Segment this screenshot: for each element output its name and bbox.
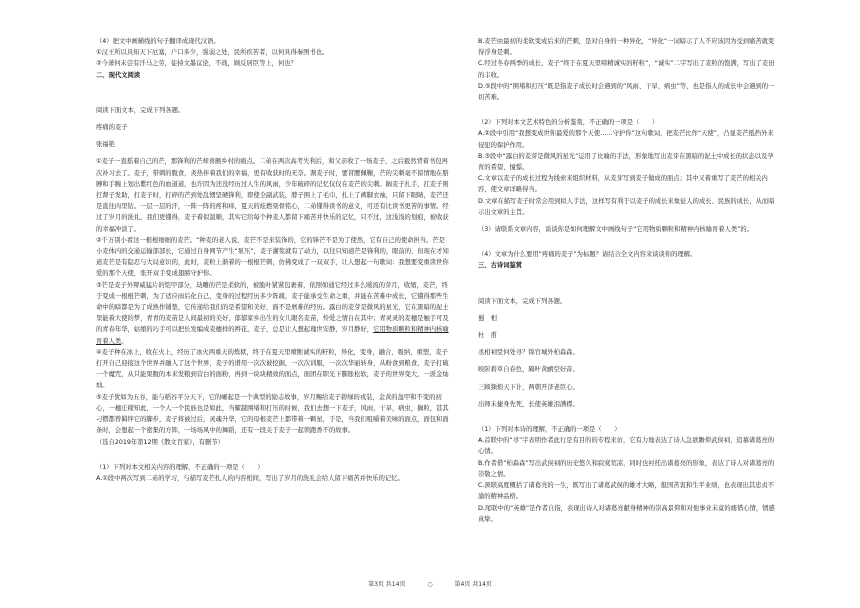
essay-paragraph-5: ⑤麦子犹如为五谷，能与稻谷平分天下，它的崛起是一个典型的励志故事，岁月赐给麦子碧绿的戎装，金黄的盔甲和不变的初心，一穗庄稼知此，一个人一个民族也是如此，当耀越围堵和打压的时候，我们去想一下麦子，风雨，干旱，病虫，搁粒，甚其刁攒都曾羁绊它的脚步，麦子将被过后，灵魂升华，它的母根麦芒上都带着一颗星，于是，当我们咀嚼着美味的面点，面包和面条时，会想起一个密集的方阵，一场场风中的舞蹈，还有一段关于麦子一起领跑香不的故事。 — [96, 393, 449, 435]
page-footer — [0, 579, 860, 588]
section-2-title: 二、现代文阅读 — [96, 71, 141, 79]
left-column — [96, 36, 450, 484]
left-page-number: 第3页 共14页 — [368, 581, 406, 588]
question-1-title: （1）下列对本文相关内容的理解，不正确的一项是（ ） — [96, 463, 264, 471]
question-1-option-d: D.⑤段中的“围堵和打压”既是指麦子成长时会遇到的“风雨、干旱、病虫”等，也是指人的成长中会遇到的一切苦难。 — [478, 82, 775, 102]
poem-line-1: 丞相祠堂何处寻？锦官城外柏森森。 — [478, 349, 579, 357]
question-2-option-c: C.文章以麦子的成长过程为线索来组织材料，从麦芽写到麦子做成的面点；其中又着重写了麦芒的相关内容，使文章详略得当。 — [478, 175, 768, 194]
question-2-title: （2）下列对本文艺术特色的分析鉴赏，不正确的一项是（ ） — [478, 119, 659, 127]
essay-author: 张福艳 — [96, 141, 115, 149]
question-1-option-a: A.①段中两次写到二弟的学习，与描写麦芒扎人的内容相间，写出了岁月的洗礼会给人留下痛苦并快乐的记忆。 — [96, 474, 404, 482]
essay-paragraph-1: ①麦子一直摇着自己的芒，那锋利的芒却喜颤乡村的痛点。二弟在两次高考失利后，和父亲收了一场麦子，之后毅然背着书包再次补习去了。麦子，带刺的腹食，炎热伴着我们的幸福，更有收获时的无奈。割麦子时，要冒腰佩鞠，芒的尖刺毫不留情地在胳膊和手腕上划出紫红色的血道道，也许因为还没经历过人生的风雨，少年破碎的记忆仅仅在麦芒的尖刺。搁麦子扎手，扛麦子则扛督子发助，打麦子时，打碎的芒到处乱惯坚硬锋利，即使全副武装，脖子围上了毛巾，扎上了裤脚衣袖，只留下眼睛，麦芒还是直往肉里钻。一层一层的汗，一阵一阵的疼和痒，夏天的炫燃刻骨铭心，二弟懂得读书的意义，可还有比读书更苦的事情。经过了岁月的洗礼，我们更懂得，麦子着似温顺，其实它给每个种麦人都留下痛苦并快乐的记忆，只不过，这浅浅的划痕，被收获的幸福冲淡了。 — [96, 158, 449, 233]
poem-line-4: 出师未捷身先死，长使英雄泪满襟。 — [478, 400, 579, 408]
poem-question-1-option-a: A.首联中的“寻”字表明作者此行是有目的的专程来访，它有力地表达了诗人急欲瞻仰武侯祠、追慕诸葛亮的心情。 — [478, 437, 775, 456]
right-column — [478, 36, 778, 525]
essay-paragraph-3 — [96, 280, 450, 347]
poem-question-1-option-d: D.尾联中的“英雄”是作者自指，表现出诗人对诸葛亮献身精神的崇高景仰和对他事业未竟的痛惜心情，情感真挚。 — [478, 504, 775, 523]
reading-instruction: 阅读下面文本，完成下列各题。 — [96, 106, 185, 114]
essay-paragraph-4: ④麦子种在冰上，收在火上，经历了冰火两重天的炼狱，终于在夏天里喷断诚实的籽粒，异化，变身，融合，吸纳，重塑，麦子打开自己迎接这个世界并融入了这个世界，麦子的谱用一次次被挖掘，一次次训服，一次次华丽转身，从粉食到粮食，麦子打破一个魔咒，从只能果腹的本来发粮到营白的面粉，再到一块块精致的面点，面团在职光下膨胀松软，麦子的世界变大，一派金灿灿。 — [96, 348, 449, 390]
essay-paragraph-2: ②千万别小看这一根根细细的麦芒。“种麦的老人说，麦芒不是来装饰的，它的锋芒不是为了使然，它有自己的使命担当。芒是小麦体内的交通运输部部长，它通过自身网节产生“泵压”，麦子灌浆就有了动力，以往只知道芒是锋利的，眼前的，但现在才知道麦芒是有隐忍与大局意识的，此时，麦粒上渐着的一根根芒刺，仿佛变成了一双双手，让人想起一句歌词：我想要变重读世你爱的那个天使，张开双手变成翅膀守护你。 — [96, 236, 449, 278]
essay-source: （选自2019年第12期《散文百家》，有删节） — [96, 438, 224, 446]
question-2-option-b: B.③段中“露白的麦芽是微风的星光”运用了比喻的手法，形象地写出麦芽在黑暗的泥土中成长的状态以及孕育的希望、憧憬。 — [478, 152, 774, 172]
fold-mark-icon: ○ — [427, 581, 433, 588]
poem-reading-instruction: 阅读下面文本，完成下列各题。 — [478, 297, 567, 305]
poem-question-1-title: （1）下列对本诗的理解，不正确的一项是（ ） — [478, 426, 621, 434]
q4-sentence-2: ②今萧何未尝有汗马之劳，徒持文墨议论，不战，顾反居臣等上，何也？ — [96, 60, 297, 68]
poem-title: 蜀 相 — [478, 314, 497, 322]
poem-line-2: 映阶碧草自春色，隔叶黄鹂空好音。 — [478, 366, 579, 374]
paragraph-3-text-before: ③芒是麦子外辩威猛片的铠甲部分，劫雕的芒是柔软的，被脆叶紧紧包裹着，依照如通它经过多么暖流的芽月，收缩，麦芒，终于变成一根根芒刺，为了适应雨后化自己，变身的过程经历多少阵痛，麦子能承受生命之重，并能在苦难中成长，它懂得那些生命中的暗都是为了成熟作铺垫，它传递给我们的是希望和美好，面不是磨难的经历。露白的麦芽是微风的星光，它在黑暗的泥土里能着大使的梦，青青的麦苗是人间最初的美好，郁郁家乡出生的女儿眼名麦苗，怜爱之情自在其中；青灵灵的麦穗是触手可及的青春年华，姑娘的巧手可以把长发编成麦穗样的辫花，麦子，总是让人想起瑰世安静，岁月静好， — [96, 281, 449, 334]
q4-sentence-1: ①汉王所以具知天下厄塞，户口多少，强弱之处，民所疾苦者，以何具得秦图书也。 — [96, 49, 329, 57]
question-2-option-a: A.②段中引用“我想变成世你最爱的那个天使……守护你”这句歌词，把麦芒比作“天使”，凸显麦芒抵挡外来侵犯的保护作用。 — [478, 130, 774, 149]
question-3-title: （3）请联系文章内容，谈谈你是如何理解文中画线句子“它用物质颗粒和精神内核喻育着人类”的。 — [478, 226, 753, 234]
underlined-sentence: 它用物质颗粒和精神内核喻育着人类 — [96, 326, 449, 345]
paragraph-3-text-after: 。 — [121, 337, 128, 345]
essay-title: 疼痛的麦子 — [96, 124, 128, 132]
poem-question-1-option-b: B.作者借“柏森森”写出武侯祠的历史悠久和寂寞荒凉，同时也衬托出诸葛亮的形象，表达了诗人对诸葛亮的崇敬之情。 — [478, 459, 775, 478]
question-1-option-b: B.麦芒由最初的柔软变成后来的芒刺，是对自身的一种异化，“异化”一词暗示了人不应该因为受到痛苦就变得浮身是刺。 — [478, 38, 775, 57]
question-4-title: （4）文章为什么要用“疼痛的麦子”为标题？请结合全文内容来谈谈你的理解。 — [478, 251, 697, 259]
question-1-option-c: C.经过冬春两季的成长，麦子“终于在夏天里啼精诚实的籽粒”，“诚实”二字写出了麦粒的饱满，写出了麦田的丰收。 — [478, 60, 775, 79]
q4-title: （4）把文中画横线的句子翻译成现代汉语。 — [96, 38, 220, 45]
right-page-number: 第4页 共14页 — [454, 581, 492, 588]
poem-question-1-option-c: C.颈联高度概括了诸葛亮的一生，既写出了诸葛武侯的雄才大略，报国苦衷和生平业绩，也表现出其忠贞不渝的精神品格。 — [478, 482, 775, 501]
question-2-option-d: D.文章在描写麦子时常会用到拟人手法，这样写有利于以麦子的成长来象征人的成长、民族的成长，从而暗示出文章的主旨。 — [478, 197, 775, 216]
poem-author: 杜 甫 — [478, 332, 497, 340]
poem-line-3: 三顾频烦天下计，两朝开济老臣心。 — [478, 383, 579, 391]
section-3-title: 三、古诗词鉴赏 — [478, 262, 523, 270]
